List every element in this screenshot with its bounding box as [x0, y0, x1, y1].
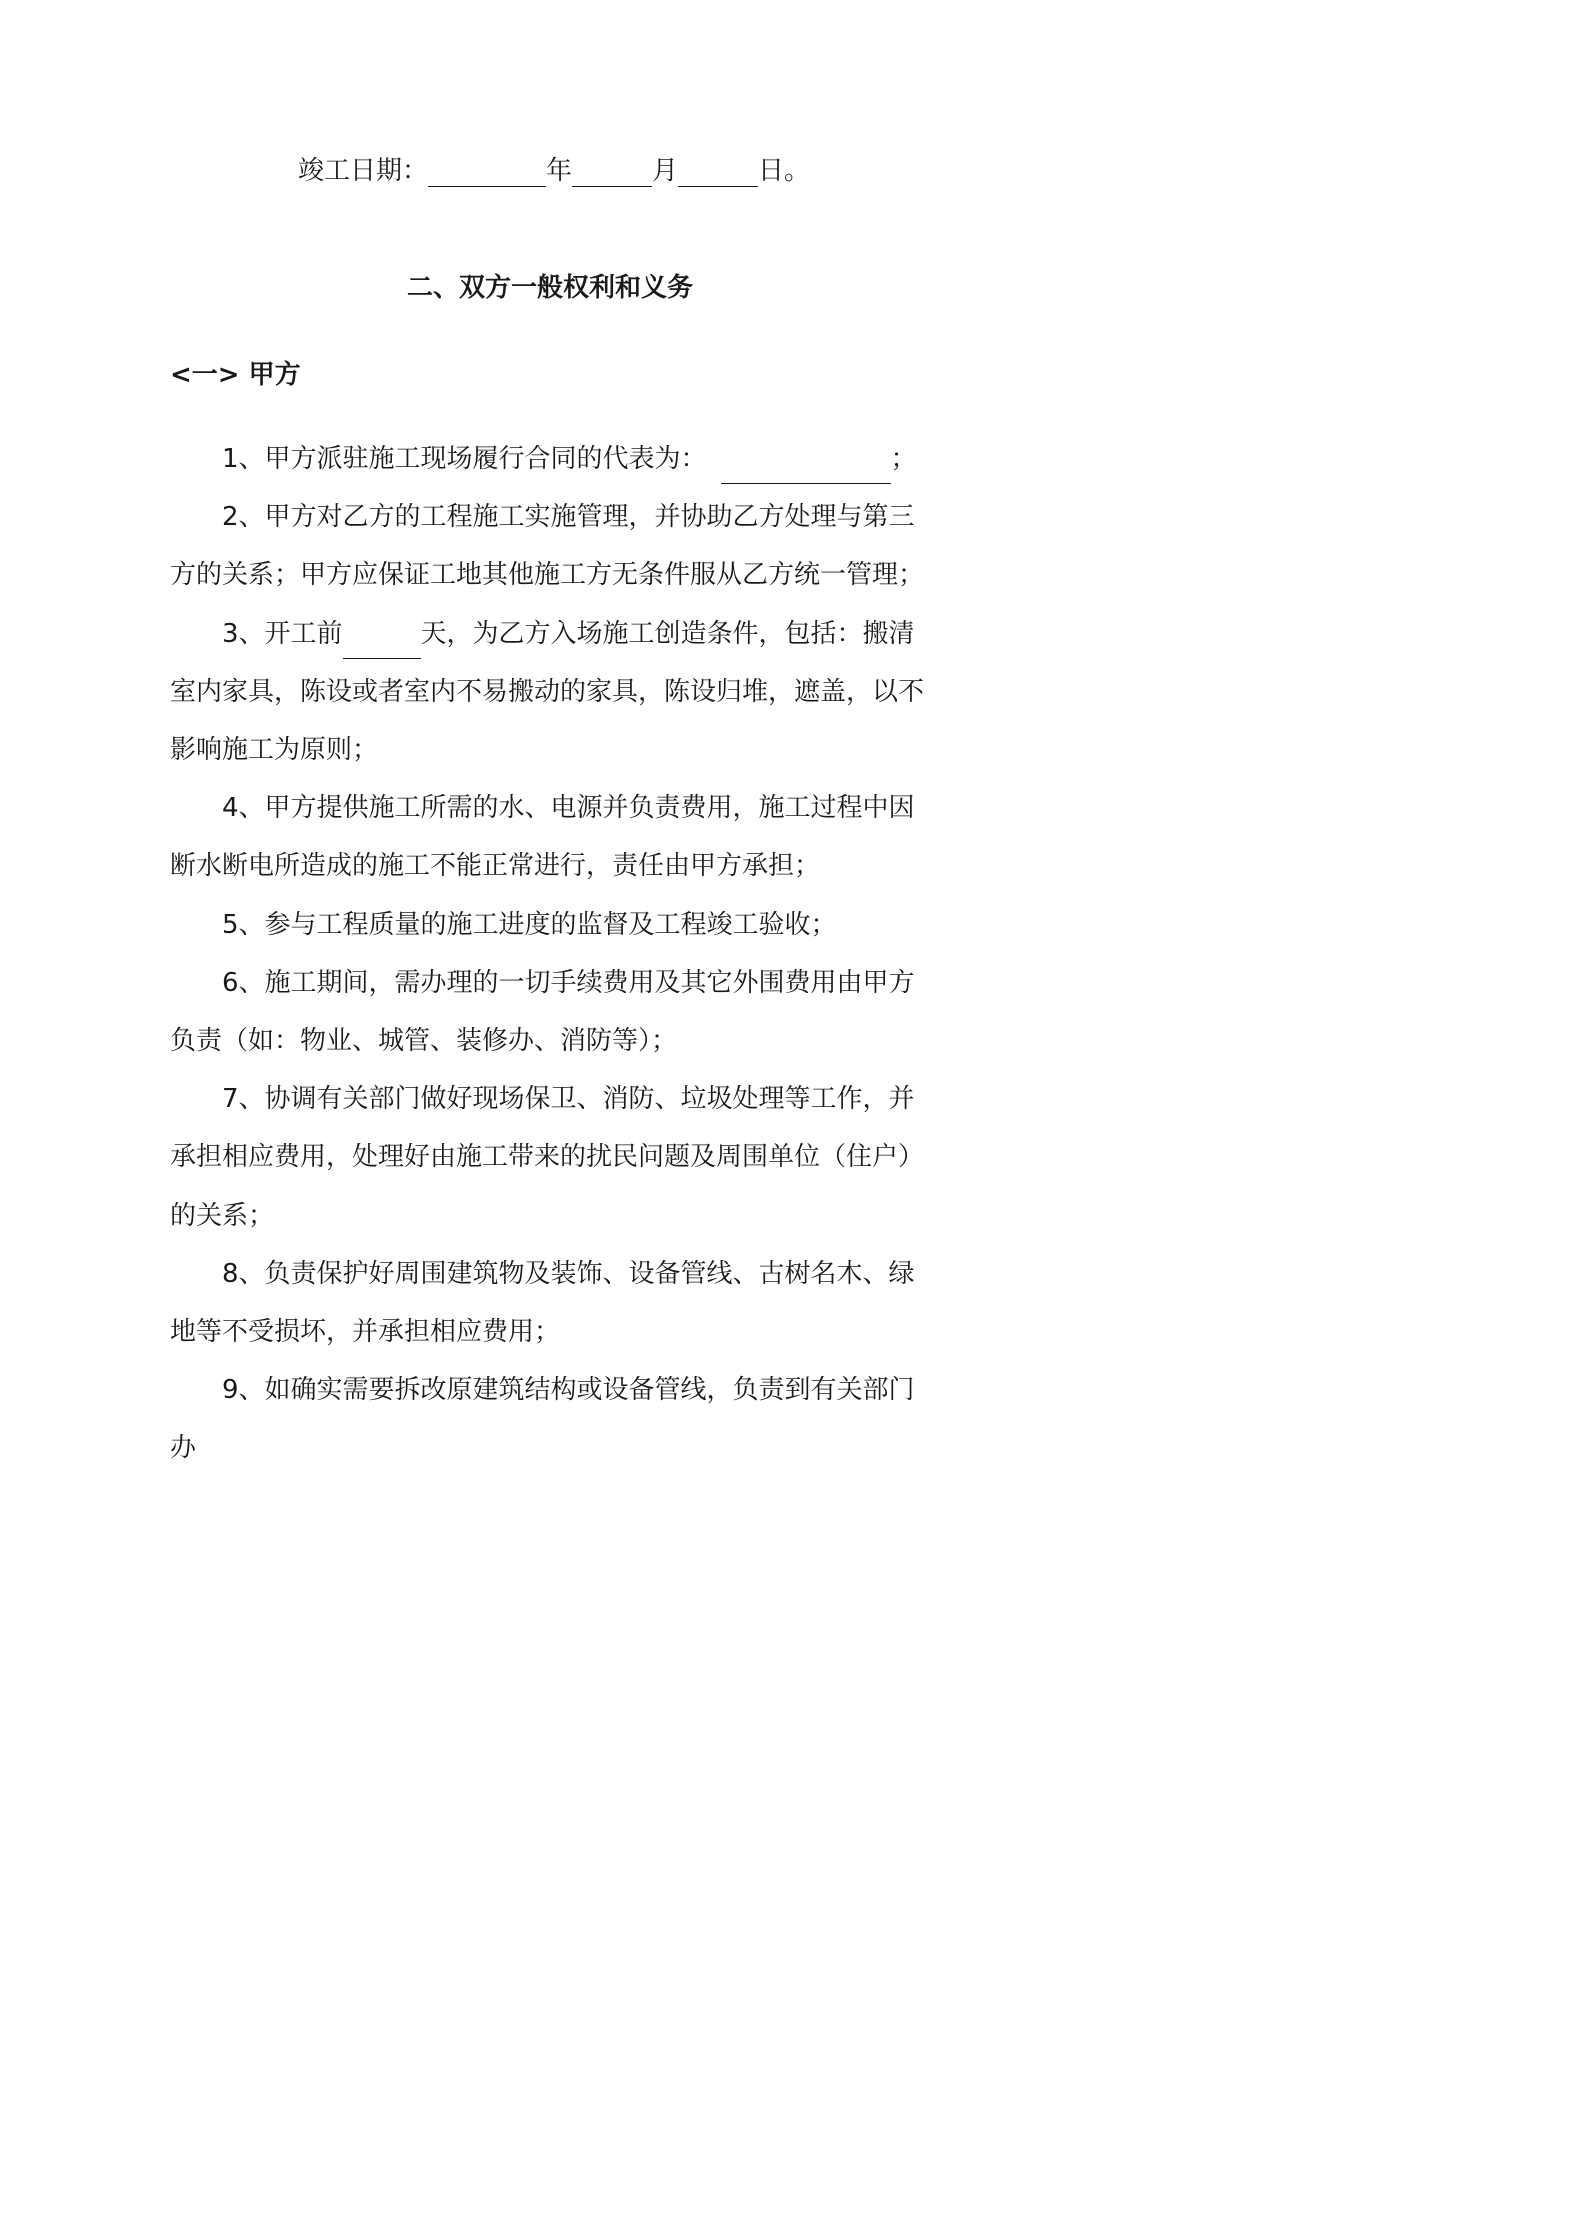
- clause-4: 4、甲方提供施工所需的水、电源并负责费用，施工过程中因断水断电所造成的施工不能正常进行，责任由甲方承担；: [170, 793, 915, 882]
- year-label: 年: [546, 156, 573, 186]
- clause-6: 6、施工期间，需办理的一切手续费用及其它外围费用由甲方负责（如：物业、城管、装修办、消防等）；: [170, 967, 915, 1057]
- day-label: 日。: [758, 156, 811, 186]
- clause-1-end: ；: [890, 444, 917, 474]
- clause-8: 8、负责保护好周围建筑物及装饰、设备管线、古树名木、绿地等不受损坏，并承担相应费用；: [170, 1258, 915, 1348]
- clause-5: 5、参与工程质量的施工进度的监督及工程竣工验收；: [222, 909, 837, 940]
- days-blank: [343, 628, 421, 659]
- month-label: 月: [652, 156, 679, 186]
- clause-2: 2、甲方对乙方的工程施工实施管理，并协助乙方处理与第三方的关系；甲方应保证工地其他施工方无条件服从乙方统一管理；: [170, 502, 925, 591]
- clause-3: [170, 605, 940, 780]
- clause-1-text: 1、甲方派驻施工现场履行合同的代表为：: [222, 444, 707, 474]
- party-a-obligations: [170, 430, 940, 1478]
- clause-7: 7、协调有关部门做好现场保卫、消防、垃圾处理等工作，并承担相应费用，处理好由施工带来的扰民问题及周围单位（住户）的关系；: [170, 1084, 925, 1231]
- representative-blank: [721, 453, 891, 484]
- month-blank: [572, 156, 652, 187]
- year-blank: [428, 156, 546, 187]
- party-a-heading: <一> 甲方: [170, 360, 301, 390]
- clause-9: 9、如确实需要拆改原建筑结构或设备管线，负责到有关部门办: [170, 1375, 915, 1464]
- completion-date-line: [298, 151, 810, 191]
- completion-date-label: 竣工日期：: [298, 156, 429, 186]
- clause-1: [170, 430, 940, 488]
- document-page: [0, 0, 1100, 1556]
- day-blank: [678, 156, 758, 187]
- section-title: 二、双方一般权利和义务: [406, 273, 693, 303]
- clause-3-pre: 3、开工前: [222, 618, 343, 649]
- clause-3-post: 天，为乙方入场施工创造条件，包括：搬清室内家具，陈设或者室内不易搬动的家具，陈设归堆，遮盖，以不影响施工为原则；: [170, 618, 925, 766]
